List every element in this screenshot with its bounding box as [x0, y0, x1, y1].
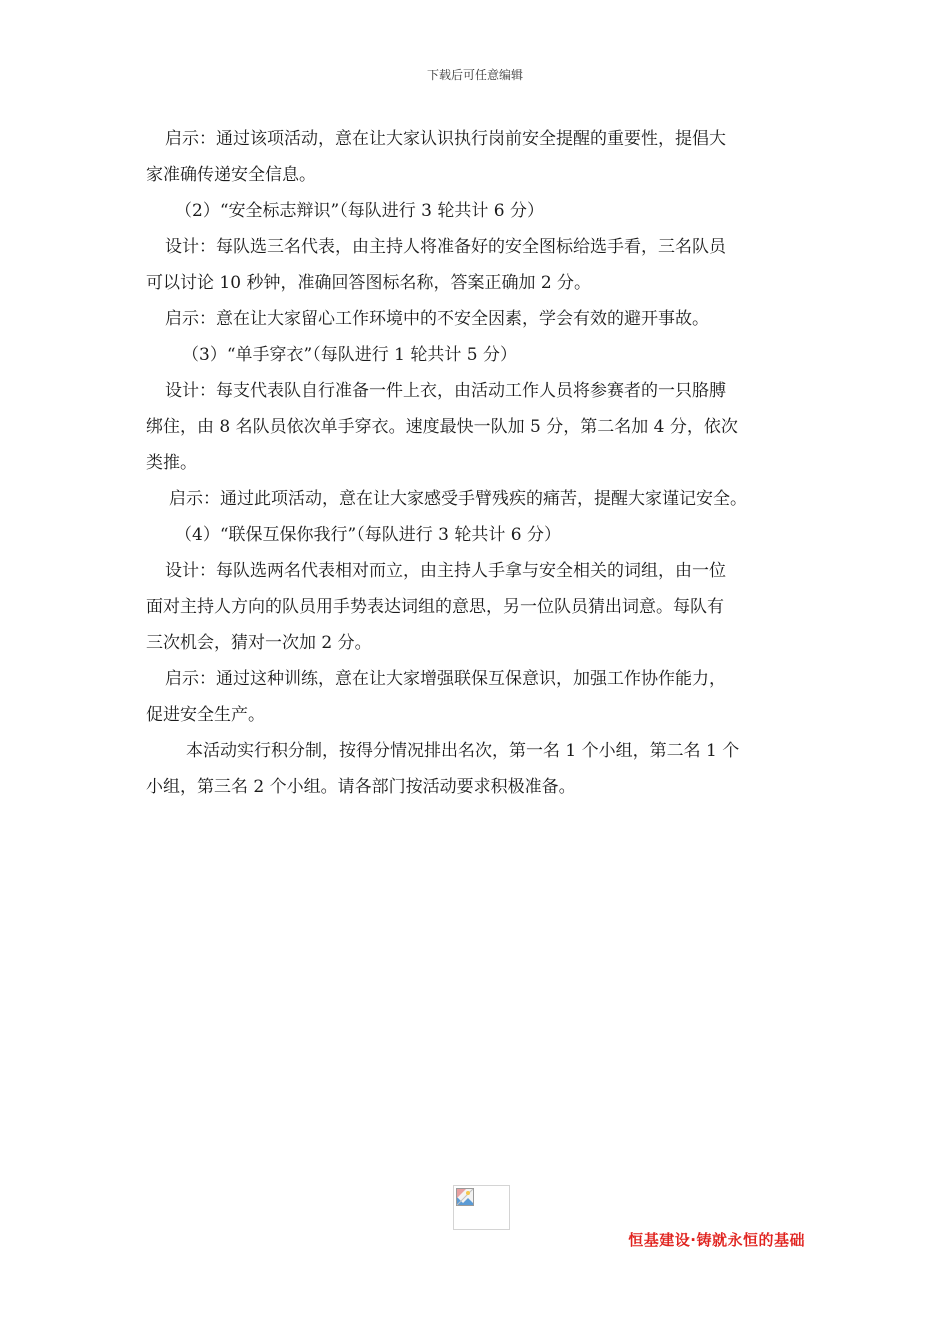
paragraph-line: 类推。 [146, 453, 197, 473]
paragraph-line: 启示：通过此项活动，意在让大家感受手臂残疾的痛苦，提醒大家谨记安全。 [169, 489, 747, 509]
paragraph-line: 小组，第三名 2 个小组。请各部门按活动要求积极准备。 [146, 777, 576, 797]
paragraph-line: 设计：每支代表队自行准备一件上衣，由活动工作人员将参赛者的一只胳膊 [165, 381, 726, 401]
section-heading: （3）“单手穿衣”（每队进行 1 轮共计 5 分） [182, 345, 517, 365]
broken-image-icon [456, 1188, 474, 1206]
footer-logo-placeholder [453, 1185, 510, 1230]
page-header: 下载后可任意编辑 [426, 68, 523, 82]
paragraph-line: 可以讨论 10 秒钟，准确回答图标名称，答案正确加 2 分。 [146, 273, 592, 293]
paragraph-line: 家准确传递安全信息。 [146, 165, 316, 185]
section-heading: （4）“联保互保你我行”（每队进行 3 轮共计 6 分） [175, 525, 561, 545]
paragraph-line: 面对主持人方向的队员用手势表达词组的意思，另一位队员猜出词意。每队有 [146, 597, 724, 617]
paragraph-line: 设计：每队选两名代表相对而立，由主持人手拿与安全相关的词组，由一位 [165, 561, 726, 581]
paragraph-line: 绑住，由 8 名队员依次单手穿衣。速度最快一队加 5 分，第二名加 4 分，依次 [146, 417, 738, 437]
paragraph-line: 启示：意在让大家留心工作环境中的不安全因素，学会有效的避开事故。 [165, 309, 709, 329]
document-body [146, 121, 810, 805]
paragraph-line: 三次机会，猜对一次加 2 分。 [146, 633, 372, 653]
paragraph-line: 促进安全生产。 [146, 705, 265, 725]
section-heading: （2）“安全标志辩识”（每队进行 3 轮共计 6 分） [175, 201, 544, 221]
paragraph-line: 设计：每队选三名代表，由主持人将准备好的安全图标给选手看，三名队员 [165, 237, 726, 257]
paragraph-line: 本活动实行积分制，按得分情况排出名次，第一名 1 个小组，第二名 1 个 [186, 741, 740, 761]
footer-slogan: 恒基建设·铸就永恒的基础 [628, 1231, 805, 1249]
paragraph-line: 启示：通过这种训练，意在让大家增强联保互保意识，加强工作协作能力， [165, 669, 726, 689]
paragraph-line: 启示：通过该项活动，意在让大家认识执行岗前安全提醒的重要性，提倡大 [165, 129, 726, 149]
